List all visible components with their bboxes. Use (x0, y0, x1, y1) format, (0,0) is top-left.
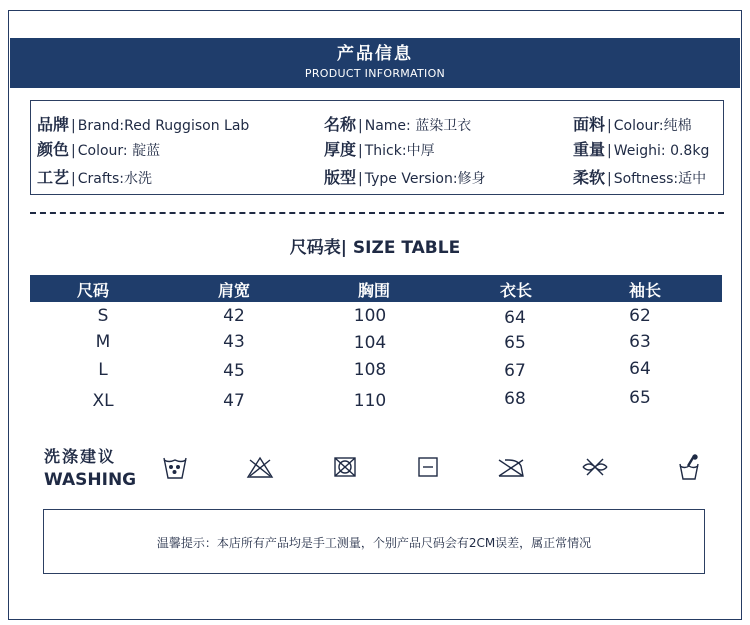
header-size: 尺码 (76, 281, 109, 300)
product-info-header (10, 38, 740, 88)
weight-info (573, 137, 709, 160)
thickness-value: Thick:中厚 (364, 143, 435, 159)
separator: | (607, 171, 612, 187)
name-value: Name: 蓝染卫衣 (364, 118, 472, 134)
header-length: 衣长 (499, 281, 532, 300)
separator: | (607, 143, 612, 159)
color-key: 颜色 (37, 140, 70, 159)
thickness-key: 厚度 (324, 140, 357, 159)
no-dry-clean-icon (580, 452, 610, 482)
table-cell: 42 (223, 306, 245, 326)
version-key: 版型 (324, 168, 357, 187)
notice-box (43, 509, 705, 574)
weight-value: Weighi: 0.8kg (613, 143, 710, 159)
no-bleach-icon (245, 452, 275, 482)
header-title-en: PRODUCT INFORMATION (304, 67, 446, 80)
separator: | (358, 171, 363, 187)
header-sleeve: 袖长 (628, 281, 661, 300)
brand-value: Brand:Red Ruggison Lab (77, 118, 250, 134)
weight-key: 重量 (573, 140, 606, 159)
hand-wash-icon (160, 452, 190, 482)
table-cell: 47 (223, 391, 245, 411)
name-info (324, 112, 471, 135)
table-cell: 108 (353, 360, 387, 380)
table-cell: 110 (353, 391, 387, 411)
line-dry-icon (413, 452, 443, 482)
notice-text: 温馨提示：本店所有产品均是手工测量，个别产品尺码会有2CM误差，属正常情况 (156, 536, 592, 550)
table-cell: 62 (629, 306, 651, 326)
table-cell: 100 (353, 306, 387, 326)
table-cell: 64 (629, 359, 651, 379)
table-cell: 43 (223, 332, 245, 352)
softness-value: Softness:适中 (613, 171, 707, 187)
separator: | (71, 171, 76, 187)
header-shoulder: 肩宽 (217, 281, 250, 300)
wash-bucket-icon (674, 452, 704, 482)
table-cell: M (95, 332, 111, 352)
fabric-value: Colour:纯棉 (613, 118, 692, 134)
craft-key: 工艺 (37, 168, 70, 187)
table-cell: L (98, 360, 108, 380)
table-cell: 67 (504, 361, 526, 381)
table-cell: XL (92, 391, 114, 411)
separator: | (71, 143, 76, 159)
header-chest: 胸围 (357, 281, 390, 300)
washing-label-cn: 洗涤建议 (44, 447, 117, 466)
fabric-info (573, 112, 692, 135)
softness-key: 柔软 (573, 168, 606, 187)
size-table-title: 尺码表| SIZE TABLE (289, 238, 461, 258)
table-cell: 45 (223, 361, 245, 381)
header-title-cn: 产品信息 (337, 44, 413, 64)
color-info (37, 137, 160, 160)
table-cell: 65 (504, 333, 526, 353)
no-tumble-dry-icon (330, 452, 360, 482)
table-cell: 63 (629, 332, 651, 352)
brand-info (37, 112, 249, 135)
name-key: 名称 (324, 115, 357, 134)
thickness-info (324, 137, 435, 160)
color-value: Colour: 靛蓝 (77, 143, 161, 159)
dashed-divider (30, 212, 724, 214)
separator: | (607, 118, 612, 134)
craft-info (37, 165, 152, 188)
table-cell: S (97, 306, 109, 326)
separator: | (358, 118, 363, 134)
table-cell: 65 (629, 388, 651, 408)
washing-label-en: WASHING (44, 470, 137, 490)
table-cell: 64 (504, 308, 526, 328)
fabric-key: 面料 (573, 115, 606, 134)
size-table-header (30, 275, 722, 302)
softness-info (573, 165, 706, 188)
low-iron-icon (496, 452, 526, 482)
brand-key: 品牌 (37, 115, 70, 134)
version-info (324, 165, 486, 188)
table-cell: 68 (504, 389, 526, 409)
separator: | (71, 118, 76, 134)
table-cell: 104 (353, 333, 387, 353)
separator: | (358, 143, 363, 159)
craft-value: Crafts:水洗 (77, 171, 153, 187)
version-value: Type Version:修身 (364, 171, 486, 187)
product-details-box (30, 100, 724, 195)
washing-label (44, 444, 136, 490)
